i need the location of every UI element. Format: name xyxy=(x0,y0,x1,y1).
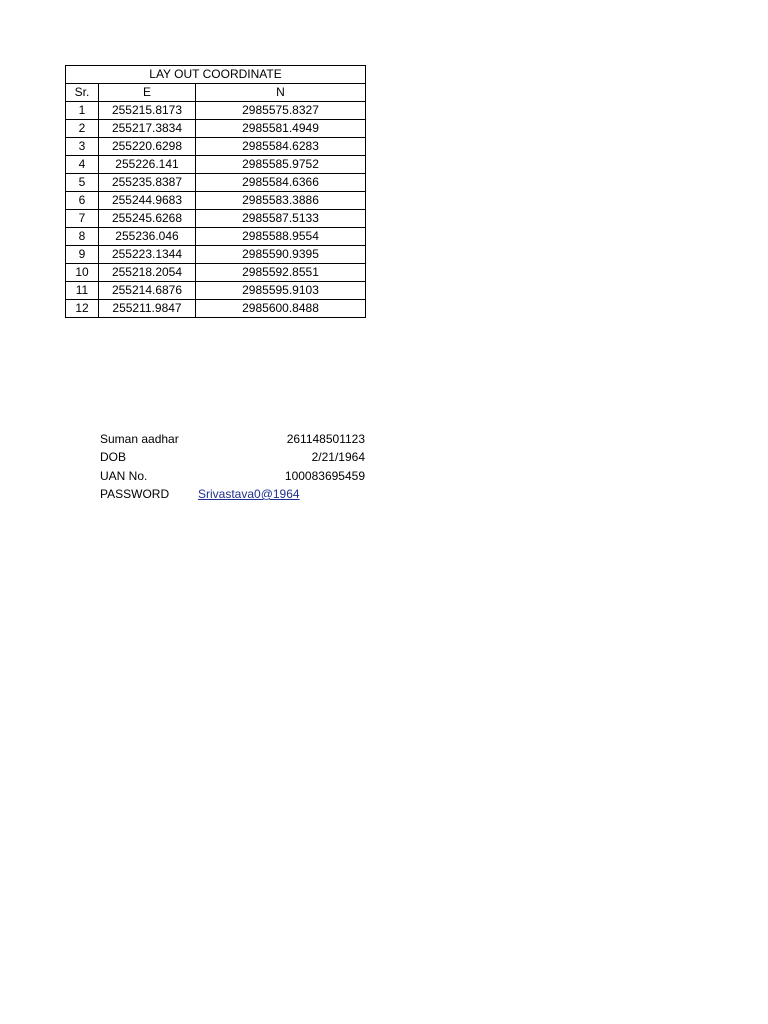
cell-sr: 8 xyxy=(66,228,99,246)
cell-e: 255211.9847 xyxy=(99,300,196,318)
cell-sr: 7 xyxy=(66,210,99,228)
password-label: PASSWORD xyxy=(100,486,170,501)
cell-n: 2985588.9554 xyxy=(196,228,366,246)
table-title-row xyxy=(66,66,366,84)
header-e: E xyxy=(99,84,196,102)
cell-sr: 5 xyxy=(66,174,99,192)
cell-n: 2985575.8327 xyxy=(196,102,366,120)
cell-sr: 12 xyxy=(66,300,99,318)
cell-n: 2985590.9395 xyxy=(196,246,366,264)
cell-sr: 2 xyxy=(66,120,99,138)
table-row xyxy=(66,156,366,174)
cell-sr: 3 xyxy=(66,138,99,156)
dob-value: 2/21/1964 xyxy=(311,450,365,465)
table-row xyxy=(66,264,366,282)
cell-n: 2985595.9103 xyxy=(196,282,366,300)
cell-n: 2985584.6366 xyxy=(196,174,366,192)
dob-label: DOB xyxy=(100,450,127,465)
table-row xyxy=(66,210,366,228)
uan-row xyxy=(100,467,366,485)
table-row xyxy=(66,138,366,156)
cell-e: 255215.8173 xyxy=(99,102,196,120)
cell-sr: 9 xyxy=(66,246,99,264)
cell-n: 2985583.3886 xyxy=(196,192,366,210)
cell-e: 255245.6268 xyxy=(99,210,196,228)
table-row xyxy=(66,192,366,210)
cell-sr: 6 xyxy=(66,192,99,210)
table-title: LAY OUT COORDINATE xyxy=(66,66,366,84)
table-row xyxy=(66,300,366,318)
cell-n: 2985587.5133 xyxy=(196,210,366,228)
cell-e: 255218.2054 xyxy=(99,264,196,282)
cell-sr: 11 xyxy=(66,282,99,300)
cell-n: 2985581.4949 xyxy=(196,120,366,138)
cell-n: 2985592.8551 xyxy=(196,264,366,282)
cell-e: 255223.1344 xyxy=(99,246,196,264)
cell-n: 2985585.9752 xyxy=(196,156,366,174)
password-row xyxy=(100,485,366,503)
cell-e: 255235.8387 xyxy=(99,174,196,192)
dob-row xyxy=(100,448,366,466)
cell-e: 255220.6298 xyxy=(99,138,196,156)
table-header-row xyxy=(66,84,366,102)
table-row xyxy=(66,174,366,192)
cell-e: 255236.046 xyxy=(99,228,196,246)
table-row xyxy=(66,246,366,264)
password-link[interactable]: Srivastava0@1964 xyxy=(198,486,300,501)
uan-label: UAN No. xyxy=(100,468,148,483)
header-n: N xyxy=(196,84,366,102)
table-row xyxy=(66,228,366,246)
aadhar-label: Suman aadhar xyxy=(100,432,179,446)
cell-e: 255244.9683 xyxy=(99,192,196,210)
personal-info-block xyxy=(100,430,366,503)
cell-n: 2985600.8488 xyxy=(196,300,366,318)
aadhar-row xyxy=(100,430,366,448)
table-row xyxy=(66,102,366,120)
table-row xyxy=(66,120,366,138)
cell-e: 255214.6876 xyxy=(99,282,196,300)
cell-e: 255226.141 xyxy=(99,156,196,174)
cell-e: 255217.3834 xyxy=(99,120,196,138)
cell-sr: 1 xyxy=(66,102,99,120)
table-row xyxy=(66,282,366,300)
header-sr: Sr. xyxy=(66,84,99,102)
layout-coordinate-table xyxy=(65,65,366,318)
cell-sr: 10 xyxy=(66,264,99,282)
cell-sr: 4 xyxy=(66,156,99,174)
cell-n: 2985584.6283 xyxy=(196,138,366,156)
aadhar-value: 261148501123 xyxy=(286,432,365,446)
table-body xyxy=(66,66,366,318)
uan-value: 100083695459 xyxy=(284,468,365,483)
